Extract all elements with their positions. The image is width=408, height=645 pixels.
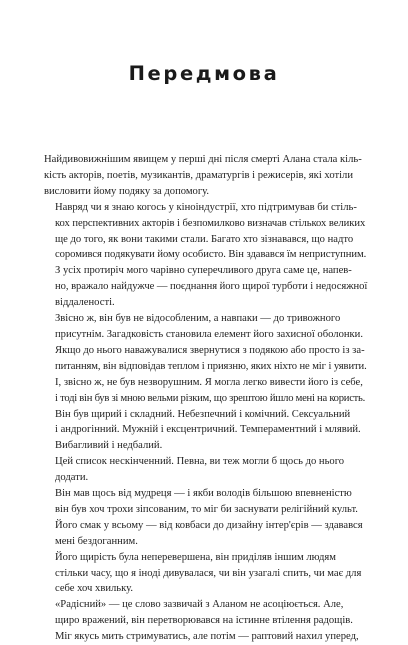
paragraph (44, 597, 367, 645)
text-line: висловити йому подяку за допомогу. (44, 185, 210, 197)
text-line: він був хоч трохи зіпсованим, то міг би заснувати релігійний культ. (55, 503, 358, 515)
text-line: Звісно ж, він був не відособленим, а навпаки — до тривожного (55, 313, 341, 325)
text-line: і андрогінний. Мужній і ексцентричний. Темпераментний і млявий. (55, 424, 361, 436)
text-line: Якщо до нього наважувалися звернутися з подякою або просто із за- (55, 344, 365, 356)
text-line: Його щирість була неперевершена, він приділяв іншим людям (55, 551, 336, 563)
text-line: І, звісно ж, не був незворушним. Я могла легко вивести його із себе, (55, 376, 363, 388)
paragraph (44, 152, 367, 200)
text-line: віддаленості. (55, 297, 115, 309)
text-line: кох перспективних акторів і безпомилково визначав стількох великих (55, 217, 366, 229)
text-line: Він мав щось від мудреця — і якби володів більшою впевненістю (55, 488, 352, 500)
text-line: но, вражало найдужче — поєднання його щирої турботи і недосяжної (55, 281, 368, 293)
paragraph (44, 454, 367, 486)
text-line: соромився подякувати йому особисто. Він здавався їм неприступним. (55, 249, 367, 261)
text-line: присутнім. Загадковість становила елемент його захисної оболонки. (55, 328, 363, 340)
text-line: Його смак у всьому — від ковбаси до дизайну інтер'єрів — здавався (55, 519, 363, 531)
text-line: мені бездоганним. (55, 535, 138, 547)
text-line: себе хоч хвильку. (55, 583, 133, 595)
text-line: щиро вражений, він перетворювався на істинне втілення радощів. (55, 615, 353, 627)
text-line: Він був щирий і складний. Небезпечний і комічний. Сексуальний (55, 408, 351, 420)
text-line: «Радісний» — це слово зазвичай з Аланом не асоціюється. Але, (55, 599, 344, 611)
paragraph (44, 550, 367, 598)
paragraph (44, 311, 367, 406)
paragraph (44, 407, 367, 455)
text-line: Цей список нескінченний. Певна, ви теж могли б щось до нього (55, 456, 345, 468)
text-line: стільки часу, що я іноді дивувалася, чи він узагалі спить, чи має для (55, 567, 362, 579)
paragraph (44, 200, 367, 264)
text-line: Вибагливий і недбалий. (55, 440, 163, 452)
text-line: ще до того, як вони такими стали. Багато хто зізнавався, що надто (55, 233, 354, 245)
text-line: Навряд чи я знаю когось у кіноіндустрії, хто підтримував би стіль- (55, 201, 357, 213)
text-line: Міг якусь мить стримуватись, але потім — раптовий нахил уперед, (55, 631, 359, 643)
text-line: питанням, він відповідав теплом і приязню, яких ніхто не міг і уявити. (55, 360, 367, 372)
body-text (44, 152, 367, 645)
chapter-title: Передмова (128, 62, 280, 85)
paragraph (44, 486, 367, 550)
text-line: кість акторів, поетів, музикантів, драматургів і режисерів, які хотіли (44, 169, 354, 181)
text-line: і тоді він був зі мною вельми різким, що зрештою йшло мені на користь. (55, 392, 366, 404)
text-line: Найдивовижнішим явищем у перші дні після смерті Алана стала кіль- (44, 154, 362, 165)
paragraph (44, 263, 367, 311)
text-line: додати. (55, 472, 89, 484)
text-line: З усіх протиріч мого чарівно суперечливого друга саме це, напев- (55, 265, 352, 277)
